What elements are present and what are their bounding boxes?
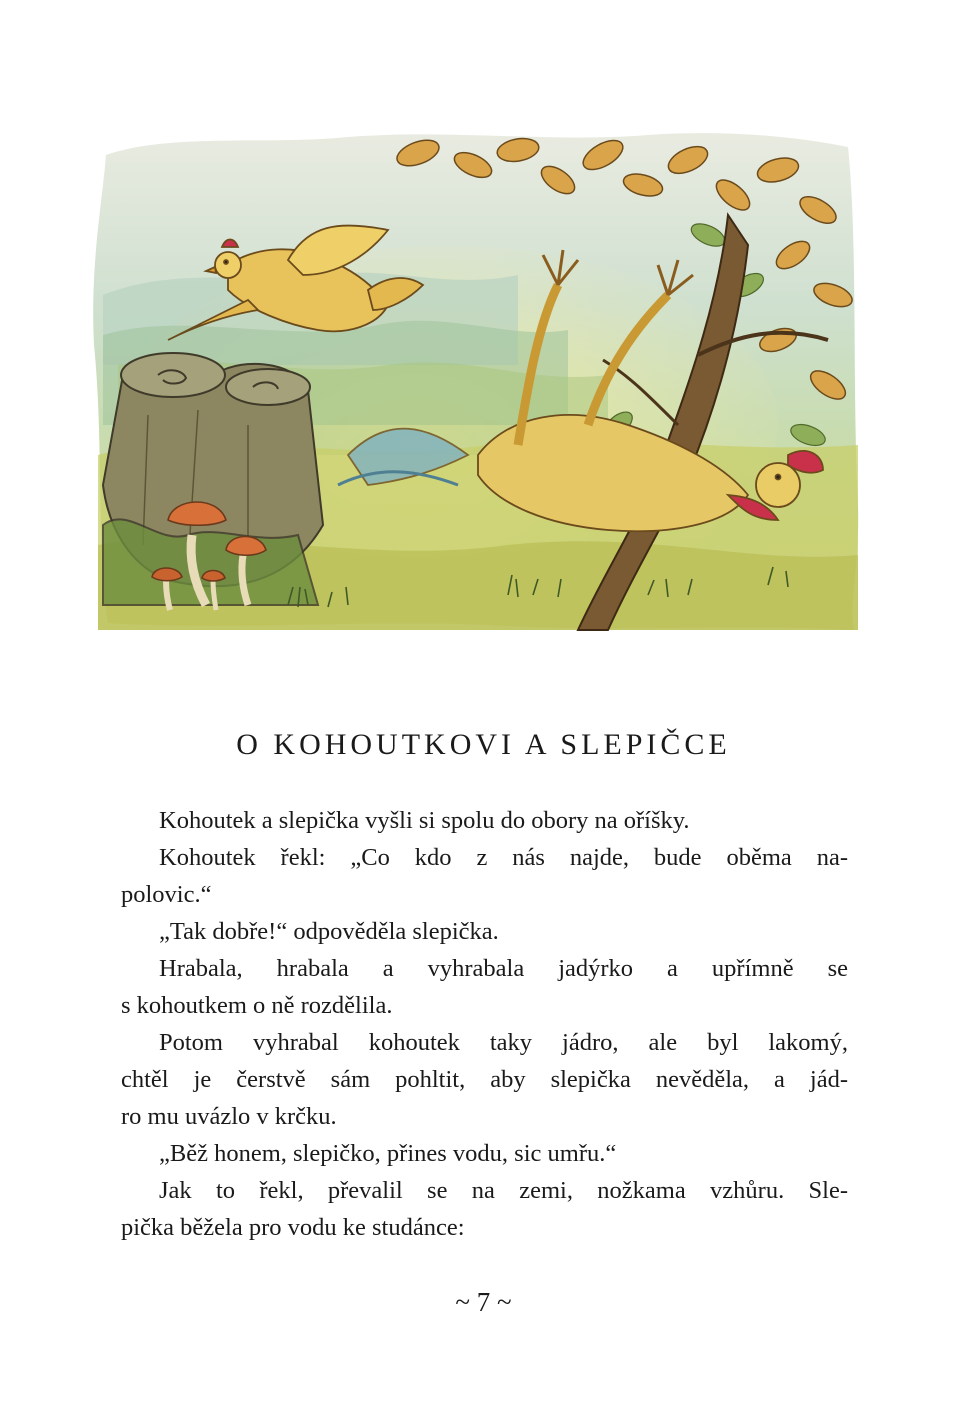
paragraph (121, 1172, 848, 1246)
story-illustration (88, 125, 862, 635)
paragraph (121, 839, 848, 913)
text-line: s kohoutkem o ně rozdělila. (121, 992, 393, 1019)
chapter-title: O KOHOUTKOVI A SLEPIČCE (236, 728, 731, 761)
paragraph (121, 950, 848, 1024)
text-line: polovic.“ (121, 881, 212, 908)
paragraph (121, 913, 848, 950)
text-line: Jak to řekl, převalil se na zemi, nožkama vzhůru. Sle- (159, 1177, 848, 1204)
text-line: Hrabala, hrabala a vyhrabala jadýrko a upřímně se (159, 955, 848, 982)
text-line: Potom vyhrabal kohoutek taky jádro, ale byl lakomý, (159, 1029, 848, 1056)
text-line: Kohoutek a slepička vyšli si spolu do obory na oříšky. (159, 807, 690, 834)
text-line: chtěl je čerstvě sám pohltit, aby slepička nevěděla, a jád- (121, 1066, 848, 1093)
text-line: Kohoutek řekl: „Co kdo z nás najde, bude oběma na- (159, 844, 848, 871)
text-line: ro mu uvázlo v krčku. (121, 1103, 337, 1130)
text-line: pička běžela pro vodu ke studánce: (121, 1214, 465, 1241)
page-number: ~ 7 ~ (455, 1287, 512, 1317)
text-line: „Tak dobře!“ odpověděla slepička. (159, 918, 499, 945)
paragraph (121, 1135, 848, 1172)
text-line: „Běž honem, slepičko, přines vodu, sic umřu.“ (159, 1140, 617, 1167)
paragraph (121, 802, 848, 839)
paragraph (121, 1024, 848, 1135)
story-text (121, 802, 848, 1246)
